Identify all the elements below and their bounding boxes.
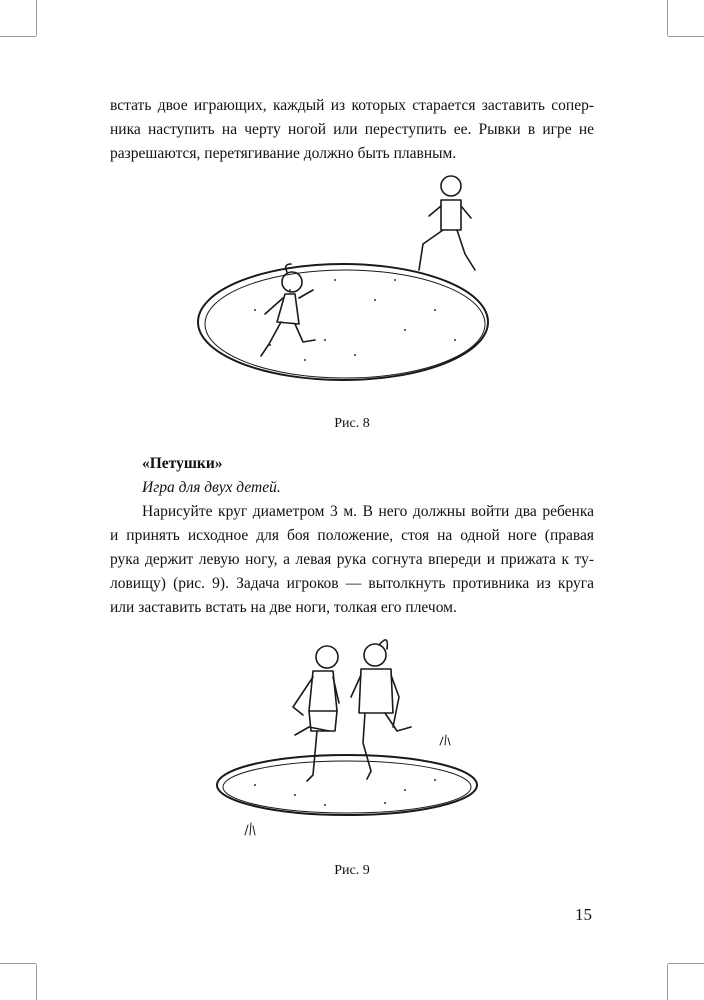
crop-mark (667, 964, 668, 1000)
game-section (110, 452, 594, 620)
game-title: «Петушки» (142, 455, 223, 472)
paragraph-line: разрешаются, перетягивание должно быть плавным. (110, 145, 457, 162)
game-line: ловищу) (рис. 9). Задача игроков — вытолкнуть противника из круга (110, 575, 594, 592)
crop-mark (0, 36, 36, 37)
top-paragraph (110, 94, 594, 166)
figure-9-illustration (205, 625, 495, 850)
page-number: 15 (575, 905, 592, 924)
paragraph-line: встать двое играющих, каждый из которых старается заставить сопер- (110, 97, 594, 114)
game-subtitle: Игра для двух детей. (142, 479, 281, 496)
crop-mark (36, 964, 37, 1000)
figure-9-caption: Рис. 9 (334, 863, 370, 878)
game-line: Нарисуйте круг диаметром 3 м. В него должны войти два ребенка (142, 503, 594, 520)
crop-mark (668, 36, 704, 37)
game-line: и принять исходное для боя положение, стоя на одной ноге (правая (110, 527, 594, 544)
crop-mark (667, 0, 668, 36)
crop-mark (36, 0, 37, 36)
crop-mark (0, 963, 36, 964)
figure-8-caption: Рис. 8 (334, 416, 370, 431)
crop-mark (668, 963, 704, 964)
figure-8-illustration (195, 170, 505, 400)
game-line: или заставить встать на две ноги, толкая его плечом. (110, 599, 457, 616)
game-line: рука держит левую ногу, а левая рука согнута впереди и прижата к ту- (110, 551, 594, 568)
paragraph-line: ника наступить на черту ногой или переступить ее. Рывки в игре не (110, 121, 594, 138)
